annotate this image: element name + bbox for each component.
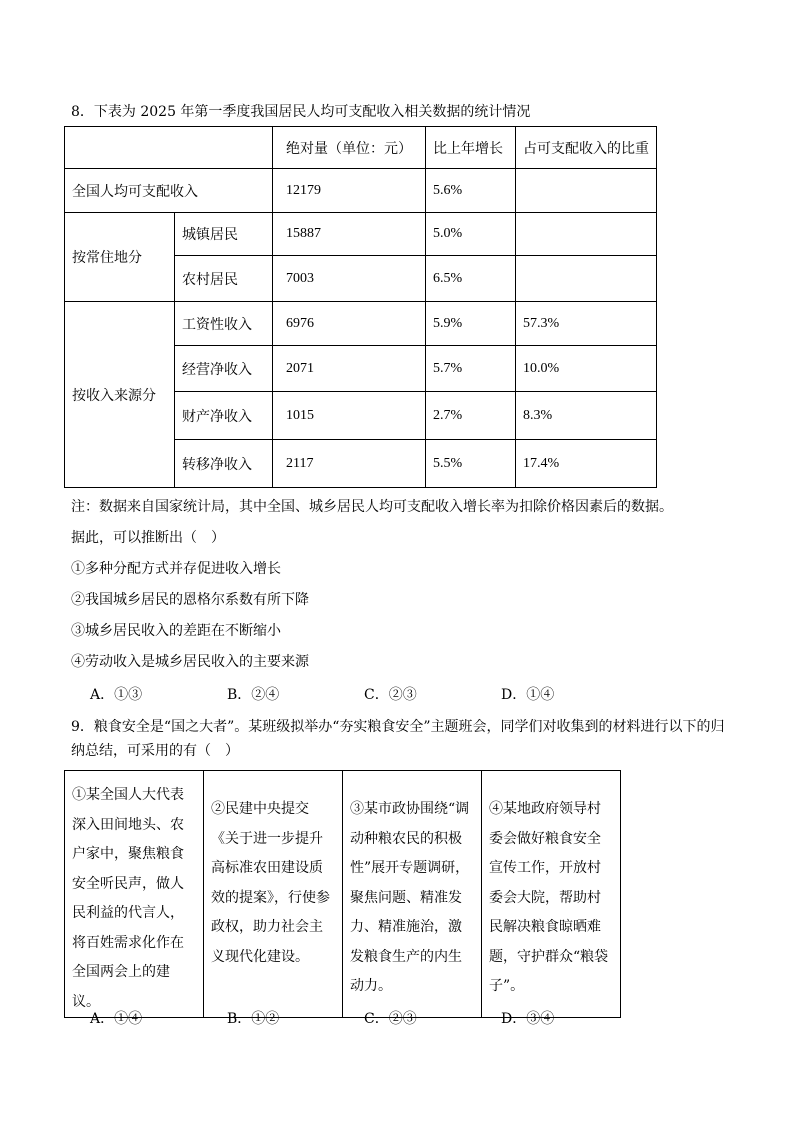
material-cell-4: ④某地政府领导村委会做好粮食安全宣传工作，开放村委会大院，帮助村民解决粮食晾晒难题，守护群众“粮袋子”。 (482, 771, 621, 1018)
row-label: 城镇居民 (175, 213, 273, 256)
table-row (65, 302, 657, 346)
statement-4: ④劳动收入是城乡居民收入的主要来源 (71, 654, 309, 670)
share-cell: 8.3% (516, 392, 657, 440)
option-a[interactable]: A．①③ (90, 687, 143, 703)
amount-cell: 2071 (273, 346, 426, 392)
question-8-stem: 8．下表为 2025 年第一季度我国居民人均可支配收入相关数据的统计情况 (71, 104, 531, 120)
row-label: 农村居民 (175, 256, 273, 302)
option-c[interactable]: C．②③ (364, 687, 417, 703)
amount-cell: 6976 (273, 302, 426, 346)
group-label-residence: 按常住地分 (65, 213, 175, 302)
material-cell-3: ③某市政协围绕“调动种粮农民的积极性”展开专题调研，聚焦问题、精准发力、精准施治，激发粮食生产的内生动力。 (343, 771, 482, 1018)
amount-cell: 12179 (273, 169, 426, 213)
share-cell: 10.0% (516, 346, 657, 392)
material-cell-1: ①某全国人大代表深入田间地头、农户家中，聚焦粮食安全听民声，做人民利益的代言人，将百姓需求化作在全国两会上的建议。 (65, 771, 204, 1018)
option-b[interactable]: B．①② (227, 1011, 280, 1027)
option-d[interactable]: D．①④ (501, 687, 555, 703)
header-share: 占可支配收入的比重 (516, 127, 657, 169)
row-label: 财产净收入 (175, 392, 273, 440)
table-row (65, 213, 657, 256)
question-9-options (90, 1009, 638, 1029)
growth-cell: 6.5% (426, 256, 516, 302)
row-label: 全国人均可支配收入 (65, 169, 273, 213)
growth-cell: 5.0% (426, 213, 516, 256)
amount-cell: 7003 (273, 256, 426, 302)
growth-cell: 5.5% (426, 440, 516, 488)
share-cell (516, 213, 657, 256)
table-header-row (65, 127, 657, 169)
option-d[interactable]: D．③④ (501, 1011, 555, 1027)
amount-cell: 2117 (273, 440, 426, 488)
table-row (65, 169, 657, 213)
question-8-options (90, 685, 638, 705)
table-note: 注：数据来自国家统计局，其中全国、城乡居民人均可支配收入增长率为扣除价格因素后的数据。 (71, 499, 673, 515)
growth-cell: 5.9% (426, 302, 516, 346)
group-label-source: 按收入来源分 (65, 302, 175, 488)
growth-cell: 5.6% (426, 169, 516, 213)
row-label: 工资性收入 (175, 302, 273, 346)
amount-cell: 15887 (273, 213, 426, 256)
share-cell (516, 256, 657, 302)
statement-2: ②我国城乡居民的恩格尔系数有所下降 (71, 592, 309, 608)
row-label: 经营净收入 (175, 346, 273, 392)
growth-cell: 5.7% (426, 346, 516, 392)
material-cell-2: ②民建中央提交《关于进一步提升高标准农田建设质效的提案》，行使参政权，助力社会主义现代化建设。 (204, 771, 343, 1018)
share-cell: 57.3% (516, 302, 657, 346)
amount-cell: 1015 (273, 392, 426, 440)
question-8-prompt: 据此，可以推断出（ ） (71, 530, 225, 546)
statement-3: ③城乡居民收入的差距在不断缩小 (71, 623, 281, 639)
share-cell: 17.4% (516, 440, 657, 488)
materials-table (64, 770, 621, 1018)
income-table (64, 126, 657, 488)
header-blank (65, 127, 273, 169)
share-cell (516, 169, 657, 213)
growth-cell: 2.7% (426, 392, 516, 440)
header-growth: 比上年增长 (426, 127, 516, 169)
statement-1: ①多种分配方式并存促进收入增长 (71, 561, 281, 577)
row-label: 转移净收入 (175, 440, 273, 488)
header-amount: 绝对量（单位：元） (273, 127, 426, 169)
option-c[interactable]: C．②③ (364, 1011, 417, 1027)
question-9-stem: 9．粮食安全是“国之大者”。某班级拟举办“夯实粮食安全”主题班会，同学们对收集到的材料进行以下的归纳总结，可采用的有（ ） (71, 719, 725, 759)
option-b[interactable]: B．②④ (227, 687, 280, 703)
option-a[interactable]: A．①④ (90, 1011, 143, 1027)
